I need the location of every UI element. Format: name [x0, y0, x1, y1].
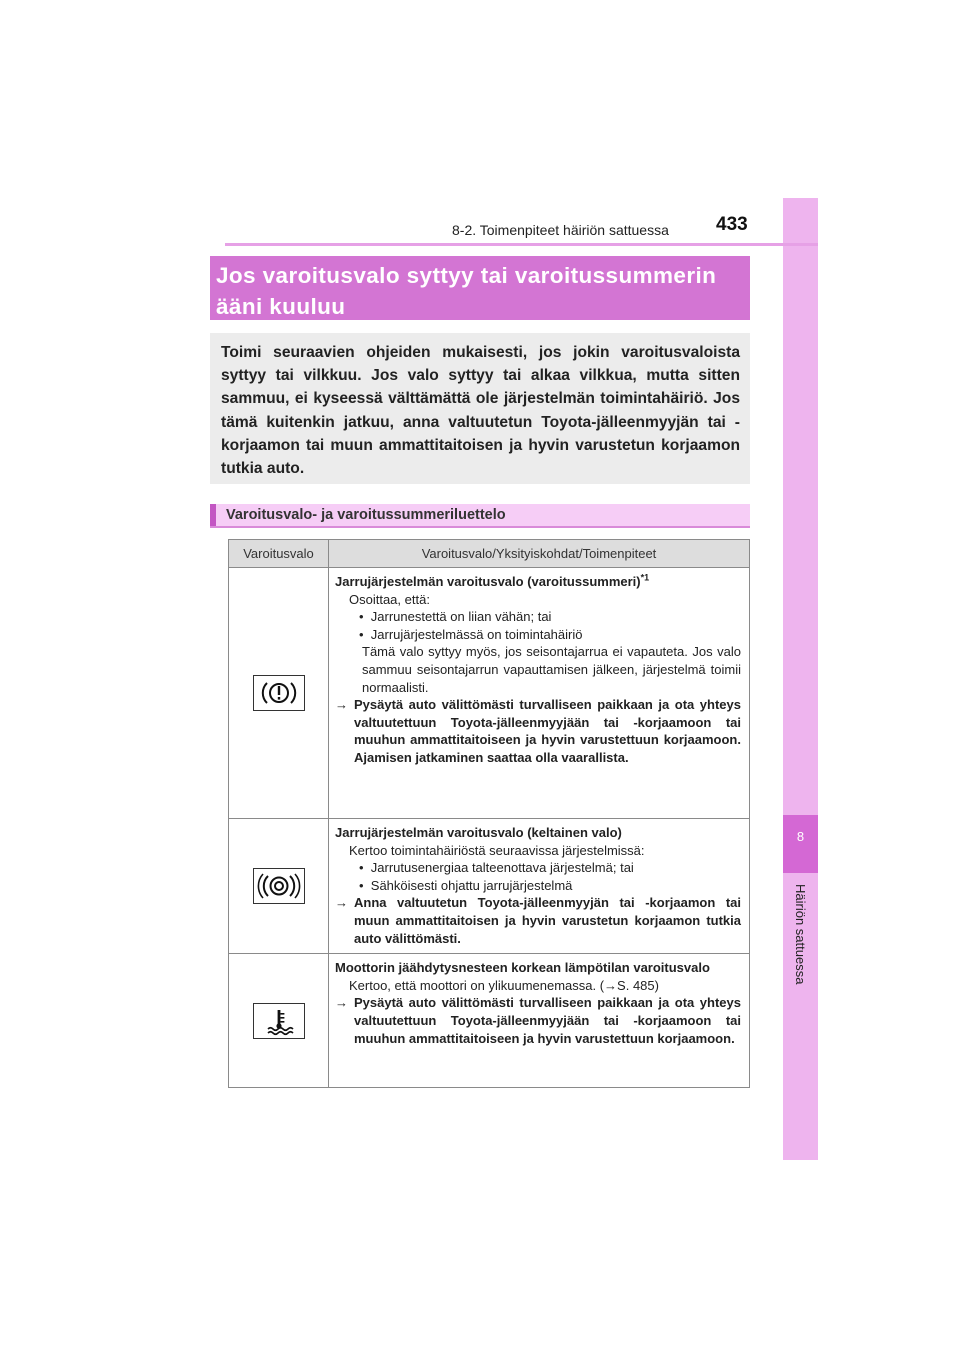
section-heading-bar	[210, 504, 216, 526]
section-heading-text: Varoitusvalo- ja varoitussummeriluettelo	[226, 507, 506, 523]
list-item: • Sähköisesti ohjattu jarrujärjestelmä	[359, 877, 573, 893]
row-title: Jarrujärjestelmän varoitusvalo (varoitussummeri)$^{*1}$	[335, 572, 650, 589]
table-row	[229, 954, 750, 1088]
row-title: Jarrujärjestelmän varoitusvalo (keltainen valo)	[335, 825, 622, 840]
row-action: → Pysäytä auto välittömästi turvalliseen paikkaan ja ota yhteys valtuutettuun Toyota-jälleenmyyjään tai -korjaamoon tai muuhun ammattitaitoiseen ja hyvin varustettuun korjaamoon. Ajamisen jatkaminen saattaa olla vaarallista.	[335, 697, 741, 765]
section-heading	[210, 504, 750, 528]
page-title-line-2: ääni kuuluu	[216, 294, 346, 319]
page-number: 433	[716, 214, 748, 235]
chapter-number-marker	[783, 815, 818, 873]
row-intro: Kertoo, että moottori on ylikuumenemassa. (→S. 485)	[349, 977, 659, 993]
table-cell-icon	[229, 568, 329, 819]
chapter-side-tab	[783, 198, 818, 1160]
warning-light-table	[228, 539, 750, 1088]
intro-box	[210, 333, 750, 484]
row-note: Tämä valo syttyy myös, jos seisontajarrua ei vapauteta. Jos valo sammuu seisontajarrun vapauttamisen jälkeen, järjestelmä toimii normaalisti.	[362, 644, 741, 695]
table-header-row	[229, 540, 750, 568]
list-item: • Jarrutusenergiaa talteenottava järjestelmä; tai	[359, 860, 634, 876]
list-item: • Jarrujärjestelmässä on toimintahäiriö	[359, 626, 583, 642]
running-header: 8-2. Toimenpiteet häiriön sattuessa	[452, 222, 669, 238]
table-header-details: Varoitusvalo/Yksityiskohdat/Toimenpiteet	[329, 540, 750, 568]
table-row	[229, 819, 750, 954]
row-intro: Kertoo toimintahäiriöstä seuraavissa järjestelmissä:	[349, 842, 645, 858]
row-intro: Osoittaa, että:	[349, 591, 430, 607]
page-title-line-1: Jos varoitusvalo syttyy tai varoitussummerin	[216, 263, 717, 288]
table-cell-details	[329, 819, 750, 954]
table-cell-details	[329, 568, 750, 819]
table-cell-icon	[229, 954, 329, 1088]
list-item: • Jarrunestettä on liian vähän; tai	[359, 609, 552, 625]
header-divider	[225, 243, 818, 246]
chapter-number: 8	[796, 829, 805, 844]
table-cell-icon	[229, 819, 329, 954]
brake-warning-icon	[253, 675, 305, 711]
row-action: → Pysäytä auto välittömästi turvalliseen paikkaan ja ota yhteys valtuutettuun Toyota-jälleenmyyjään tai -korjaamoon tai muuhun ammattitaitoiseen ja hyvin varustettuun korjaamoon.	[335, 995, 741, 1046]
table-row	[229, 568, 750, 819]
row-title: Moottorin jäähdytysnesteen korkean lämpötilan varoitusvalo	[335, 960, 710, 976]
table-cell-details	[329, 954, 750, 1088]
brake-system-yellow-icon	[253, 868, 305, 904]
table-header-light: Varoitusvalo	[229, 540, 329, 568]
page-title-banner	[210, 256, 750, 320]
intro-text: Toimi seuraavien ohjeiden mukaisesti, jos jokin varoitusvaloista syttyy tai vilkkuu. Jos valo syttyy tai alkaa vilkkua, mutta sitten sammuu, ei kyseessä välttämättä ole järjestelmän toimintahäiriö. Jos tämä kuitenkin jatkuu, anna valtuutetun Toyota-jälleenmyyjän tai -korjaamon tai muun ammattitaitoisen ja hyvin varustetun korjaamon tutkia auto.	[221, 344, 740, 478]
chapter-title: Häiriön sattuessa	[793, 884, 808, 985]
row-action: → Anna valtuutetun Toyota-jälleenmyyjän tai -korjaamon tai muun ammattitaitoisen ja hyvin varustetun korjaamon tutkia auto välittömästi.	[335, 895, 741, 946]
coolant-temperature-icon	[253, 1003, 305, 1039]
